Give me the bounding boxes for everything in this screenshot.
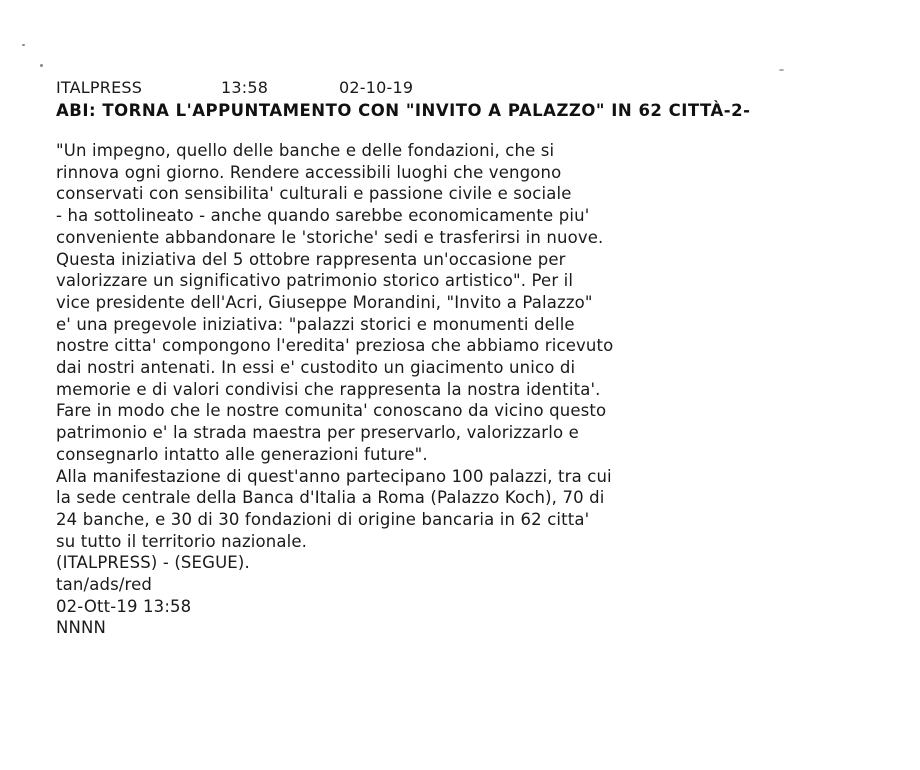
body-line: memorie e di valori condivisi che rappresenta la nostra identita'. — [56, 379, 601, 399]
body-line: dai nostri antenati. In essi e' custodito un giacimento unico di — [56, 358, 576, 378]
body-line: conservati con sensibilita' culturali e passione civile e sociale — [56, 184, 572, 204]
body-line: - ha sottolineato - anche quando sarebbe economicamente piu' — [56, 206, 590, 226]
body-line: su tutto il territorio nazionale. — [56, 531, 308, 551]
release-date: 02-10-19 — [339, 78, 414, 97]
body-line: patrimonio e' la strada maestra per preservarlo, valorizzarlo e — [56, 423, 579, 443]
scan-speck — [22, 44, 25, 46]
body-line: vice presidente dell'Acri, Giuseppe Morandini, "Invito a Palazzo" — [56, 292, 593, 312]
body-line: 02-Ott-19 13:58 — [56, 596, 192, 616]
body-line: tan/ads/red — [56, 575, 153, 595]
agency-name: ITALPRESS — [56, 78, 143, 97]
article-headline: ABI: TORNA L'APPUNTAMENTO CON "INVITO A PALAZZO" IN 62 CITTÀ-2- — [56, 101, 751, 120]
body-line: Alla manifestazione di quest'anno partecipano 100 palazzi, tra cui — [56, 466, 612, 486]
body-line: la sede centrale della Banca d'Italia a Roma (Palazzo Koch), 70 di — [56, 488, 605, 508]
body-line: nostre citta' compongono l'eredita' preziosa che abbiamo ricevuto — [56, 336, 614, 356]
body-line: rinnova ogni giorno. Rendere accessibili luoghi che vengono — [56, 162, 562, 182]
scan-speck — [40, 64, 43, 67]
body-line: conveniente abbandonare le 'storiche' sedi e trasferirsi in nuove. — [56, 227, 604, 247]
body-line: Questa iniziativa del 5 ottobre rappresenta un'occasione per — [56, 249, 566, 269]
body-line: Fare in modo che le nostre comunita' conoscano da vicino questo — [56, 401, 607, 421]
body-line: 24 banche, e 30 di 30 fondazioni di origine bancaria in 62 citta' — [56, 509, 590, 529]
body-line: (ITALPRESS) - (SEGUE). — [56, 553, 250, 573]
body-line: "Un impegno, quello delle banche e delle fondazioni, che si — [56, 141, 555, 160]
body-line: e' una pregevole iniziativa: "palazzi storici e monumenti delle — [56, 314, 575, 334]
wire-header — [56, 78, 413, 97]
body-line: consegnarlo intatto alle generazioni future". — [56, 444, 428, 464]
article-body — [56, 140, 836, 639]
body-line: NNNN — [56, 618, 106, 638]
scan-speck — [779, 69, 784, 71]
release-time: 13:58 — [221, 78, 269, 97]
body-line: valorizzare un significativo patrimonio storico artistico". Per il — [56, 271, 574, 291]
